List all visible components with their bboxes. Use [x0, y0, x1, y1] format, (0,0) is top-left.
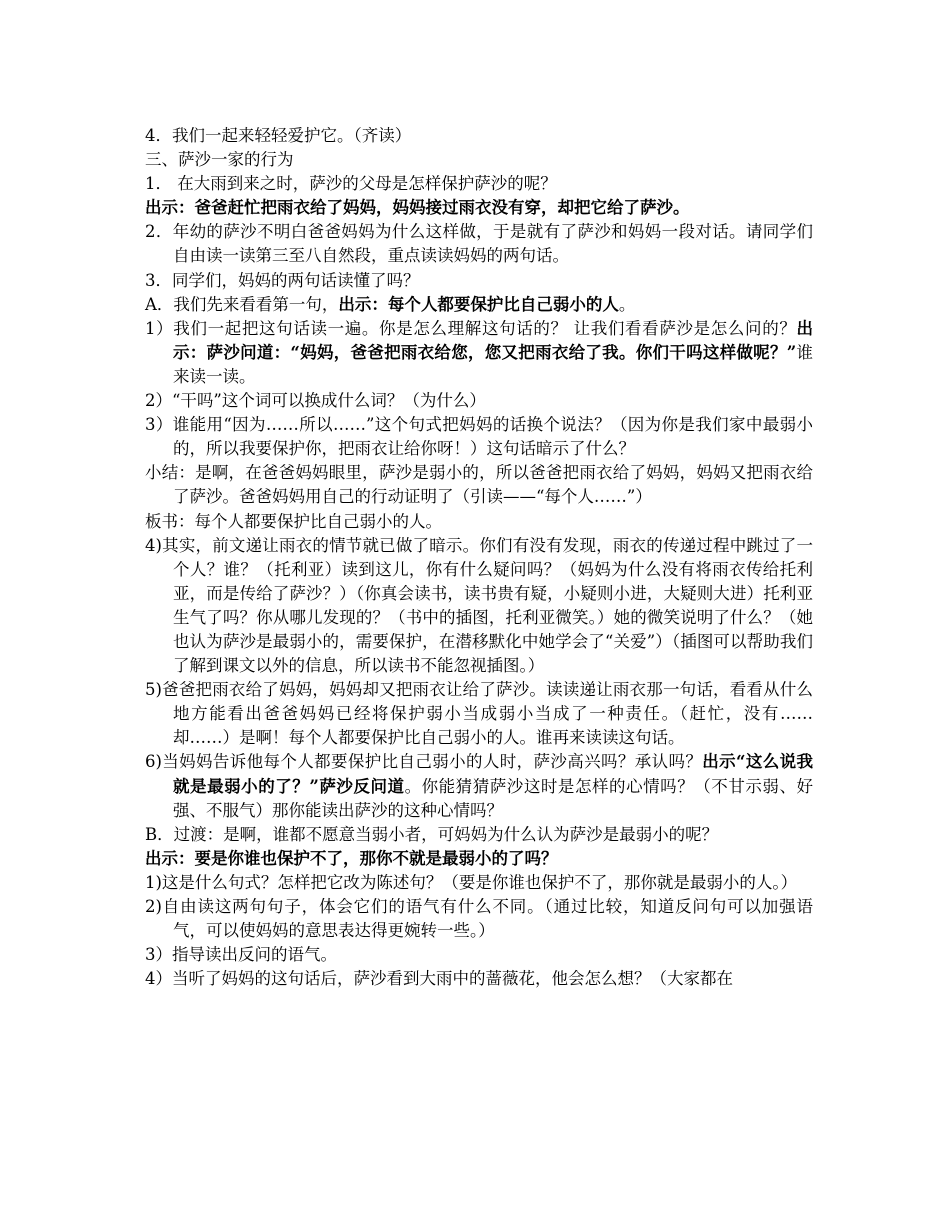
- text-line-18: 1)这是什么句式？怎样把它改为陈述句？（要是你谁也保护不了，那你就是最弱小的人。）: [145, 872, 798, 892]
- display-sentence-1: [145, 196, 813, 220]
- text-run: 1）我们一起把这句话读一遍。你是怎么理解这句话的？ 让我们看看萨沙是怎么问的？: [145, 318, 797, 338]
- text-line-10: 3）谁能用“因为……所以……”这个句式把妈妈的话换个说法？（因为你是我们家中最弱小的，所以我要保护你，把雨衣让给你呀！）这句话暗示了什么？: [145, 415, 813, 459]
- display-sentence-2: [145, 847, 813, 871]
- text-line-8: [145, 317, 813, 389]
- text-line-6: 3．同学们，妈妈的两句话读懂了吗？: [145, 270, 420, 290]
- section-heading: 三、萨沙一家的行为: [145, 150, 294, 170]
- text-line-1: 4．我们一起来轻轻爱护它。（齐读）: [145, 126, 412, 145]
- summary-paragraph: 小结：是啊，在爸爸妈妈眼里，萨沙是弱小的，所以爸爸把雨衣给了妈妈，妈妈又把雨衣给了萨沙。爸爸妈妈用自己的行动证明了（引读——“每个人……”）: [145, 463, 813, 507]
- text-line-15: [145, 750, 813, 822]
- text-line-19: 2)自由读这两句句子，体会它们的语气有什么不同。（通过比较，知道反问句可以加强语气，可以使妈妈的意思表达得更婉转一些。）: [145, 897, 813, 941]
- board-note: 板书：每个人都要保护比自己弱小的人。: [145, 511, 442, 531]
- bold-text: 出示：萨沙问道：“妈妈，爸爸把雨衣给您，您又把雨衣给了我。你们干吗这样做呢？”: [173, 318, 813, 362]
- text-run: 。: [618, 294, 636, 314]
- text-run: 6)当妈妈告诉他每个人都要保护比自己弱小的人时，萨沙高兴吗？承认吗？: [145, 752, 703, 772]
- text-line-5: 2．年幼的萨沙不明白爸爸妈妈为什么这样做，于是就有了萨沙和妈妈一段对话。请同学们自由读一读第三至八自然段，重点读读妈妈的两句话。: [145, 222, 813, 266]
- document-page: [145, 124, 813, 991]
- text-run: A．我们先来看看第一句，: [145, 294, 339, 314]
- bold-text: 出示：要是你谁也保护不了，那你不就是最弱小的了吗？: [145, 848, 558, 868]
- transition-line: B．过渡：是啊，谁都不愿意当弱小者，可妈妈为什么认为萨沙是最弱小的呢？: [145, 824, 719, 844]
- text-run: 谁来读一读。: [173, 342, 814, 386]
- bold-text: 出示：爸爸赶忙把雨衣给了妈妈，妈妈接过雨衣没有穿，却把它给了萨沙。: [145, 198, 690, 218]
- text-line-21: 4）当听了妈妈的这句话后，萨沙看到大雨中的蔷薇花，他会怎么想？（大家都在: [145, 969, 733, 989]
- text-line-13: 4)其实，前文递让雨衣的情节就已做了暗示。你们有没有发现，雨衣的传递过程中跳过了一个人？谁？（托利亚）读到这儿，你有什么疑问吗？（妈妈为什么没有将雨衣传给托利亚，而是传给了萨沙？）（你真会读书，读书贵有疑，小疑则小进，大疑则大进）托利亚生气了吗？你从哪儿发现的？（书中的插图，托利亚微笑。）她的微笑说明了什么？（她也认为萨沙是最弱小的，需要保护，在潜移默化中她学会了“关爱”）（插图可以帮助我们了解到课文以外的信息，所以读书不能忽视插图。）: [145, 535, 813, 676]
- text-line-20: 3）指导读出反问的语气。: [145, 945, 337, 965]
- text-line-9: 2）“干吗”这个词可以换成什么词？（为什么）: [145, 391, 486, 411]
- bold-text: 出示“这么说我就是最弱小的了？”萨沙反问道: [173, 752, 813, 796]
- text-line-7: [145, 293, 813, 317]
- text-line-14: 5)爸爸把雨衣给了妈妈，妈妈却又把雨衣让给了萨沙。读读递让雨衣那一句话，看看从什么地方能看出爸爸妈妈已经将保护弱小当成弱小当成了一种责任。（赶忙，没有……却……）是啊！每个人都要保护比自己弱小的人。谁再来读读这句话。: [145, 680, 813, 748]
- text-run: 。你能猜猜萨沙这时是怎样的心情吗？（不甘示弱、好强、不服气）那你能读出萨沙的这种心情吗？: [173, 776, 813, 820]
- text-line-3: 1． 在大雨到来之时，萨沙的父母是怎样保护萨沙的呢？: [145, 174, 557, 194]
- bold-text: 出示：每个人都要保护比自己弱小的人: [338, 294, 619, 314]
